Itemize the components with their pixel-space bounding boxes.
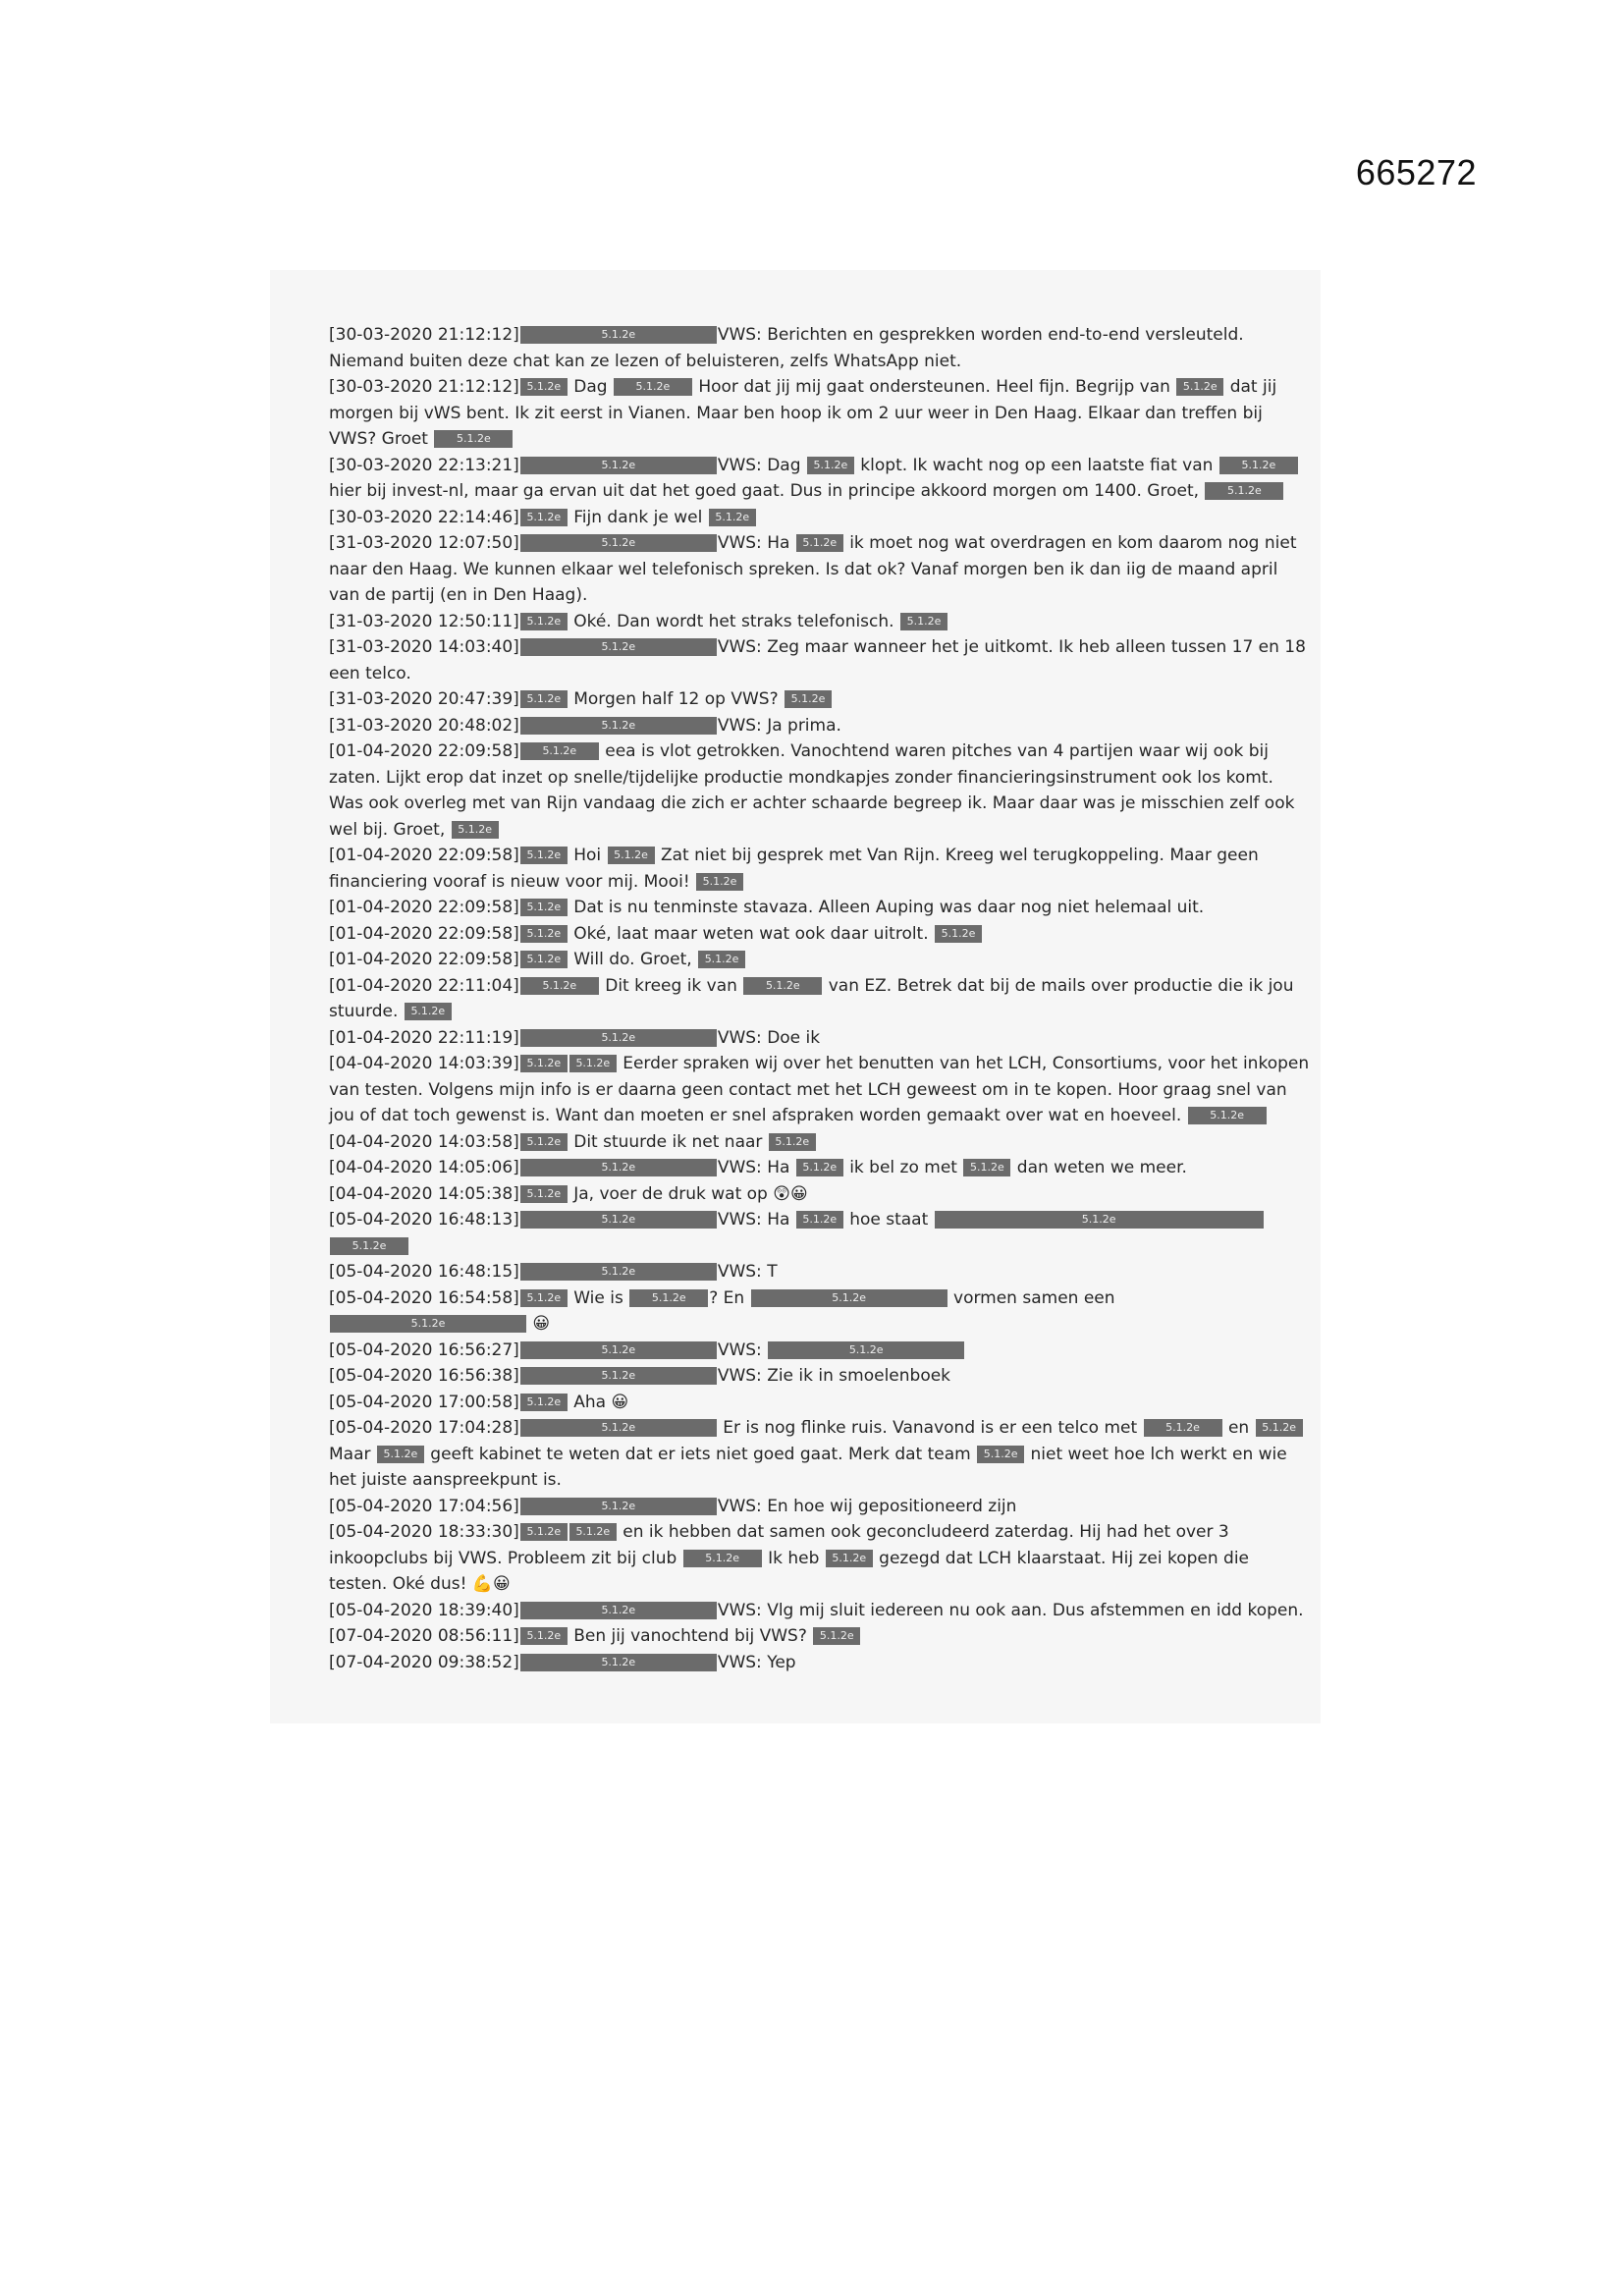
redaction-box: 5.1.2e	[698, 951, 745, 968]
redaction-box: 5.1.2e	[520, 899, 568, 916]
redaction-box: 5.1.2e	[520, 690, 568, 708]
redaction-box: 5.1.2e	[520, 1627, 568, 1645]
message-text: Hoor dat jij mij gaat ondersteunen. Heel fijn. Begrijp van	[692, 377, 1176, 397]
message-text: hoe staat	[843, 1210, 934, 1230]
message-timestamp: [05-04-2020 17:00:58]	[329, 1392, 519, 1412]
message-timestamp: [31-03-2020 20:48:02]	[329, 715, 519, 736]
chat-message	[329, 738, 1311, 843]
redaction-box: 5.1.2e	[796, 1159, 843, 1176]
message-timestamp: [31-03-2020 20:47:39]	[329, 689, 519, 709]
chat-message	[329, 947, 1311, 973]
message-text: VWS: Yep	[717, 1652, 796, 1672]
message-text: Fijn dank je wel	[568, 507, 708, 527]
redaction-box: 5.1.2e	[520, 847, 568, 864]
message-text: Will do. Groet,	[568, 950, 698, 969]
message-text: Ja, voer de druk wat op 😲😀	[568, 1183, 808, 1204]
message-timestamp: [04-04-2020 14:03:58]	[329, 1131, 519, 1152]
redaction-box: 5.1.2e	[900, 613, 947, 630]
redaction-box: 5.1.2e	[1256, 1419, 1303, 1437]
message-text: dat jij morgen bij vWS bent. Ik zit eerst in Vianen. Maar ben hoop ik om 2 uur weer in Den Haag. Elkaar dan treffen bij VWS? Groet	[329, 377, 1277, 449]
message-text: VWS: En hoe wij gepositioneerd zijn	[717, 1496, 1017, 1516]
message-text: niet weet hoe lch werkt en wie het juiste aanspreekpunt is.	[329, 1444, 1287, 1490]
redaction-box: 5.1.2e	[520, 1419, 717, 1437]
redaction-box: 5.1.2e	[813, 1627, 860, 1645]
redaction-box: 5.1.2e	[1219, 457, 1298, 474]
message-text: ik moet nog wat overdragen en kom daarom nog niet naar den Haag. We kunnen elkaar wel telefonisch spreken. Is dat ok? Vanaf morgen ben ik dan iig de maand april van de partij (en in Den Haag).	[329, 533, 1297, 605]
chat-message	[329, 1155, 1311, 1181]
redaction-box: 5.1.2e	[520, 1055, 568, 1072]
chat-log	[329, 322, 1311, 1675]
message-text: Dat is nu tenminste stavaza. Alleen Auping was daar nog niet helemaal uit.	[568, 898, 1205, 917]
message-timestamp: [31-03-2020 14:03:40]	[329, 637, 519, 657]
message-timestamp: [04-04-2020 14:03:39]	[329, 1054, 519, 1073]
chat-message	[329, 1623, 1311, 1650]
chat-message	[329, 1051, 1311, 1129]
message-timestamp: [05-04-2020 16:56:38]	[329, 1366, 519, 1386]
message-timestamp: [01-04-2020 22:09:58]	[329, 950, 519, 969]
message-timestamp: [07-04-2020 08:56:11]	[329, 1626, 519, 1646]
chat-message	[329, 505, 1311, 531]
message-text: Wie is	[568, 1287, 629, 1308]
message-timestamp: [01-04-2020 22:11:04]	[329, 975, 519, 996]
message-timestamp: [30-03-2020 21:12:12]	[329, 325, 519, 345]
redaction-box: 5.1.2e	[743, 977, 822, 995]
redaction-box: 5.1.2e	[709, 509, 756, 526]
chat-message	[329, 1390, 1311, 1416]
chat-message	[329, 713, 1311, 739]
message-timestamp: [01-04-2020 22:09:58]	[329, 741, 519, 761]
message-text: VWS: Ha	[717, 533, 795, 553]
chat-message	[329, 1207, 1311, 1259]
chat-message	[329, 453, 1311, 505]
message-timestamp: [04-04-2020 14:05:06]	[329, 1158, 519, 1177]
message-timestamp: [01-04-2020 22:11:19]	[329, 1027, 519, 1048]
message-timestamp: [05-04-2020 18:33:30]	[329, 1522, 519, 1542]
message-text: VWS: Ja prima.	[717, 715, 841, 736]
message-text: VWS: Ha	[717, 1158, 795, 1177]
message-text: van EZ. Betrek dat bij de mails over productie die ik jou stuurde.	[329, 975, 1294, 1021]
chat-message	[329, 1650, 1311, 1676]
redaction-box: 5.1.2e	[520, 925, 568, 943]
redaction-box: 5.1.2e	[768, 1341, 964, 1359]
redaction-box: 5.1.2e	[796, 534, 843, 552]
redaction-box: 5.1.2e	[520, 1185, 568, 1203]
message-timestamp: [07-04-2020 09:38:52]	[329, 1652, 519, 1672]
message-text: klopt. Ik wacht nog op een laatste fiat van	[854, 455, 1218, 475]
redaction-box: 5.1.2e	[520, 1341, 717, 1359]
redaction-box: 5.1.2e	[1188, 1107, 1267, 1124]
message-text: Ik heb	[762, 1548, 825, 1568]
redaction-box: 5.1.2e	[405, 1003, 452, 1020]
chat-message	[329, 1129, 1311, 1156]
redaction-box: 5.1.2e	[569, 1055, 617, 1072]
message-text: eea is vlot getrokken. Vanochtend waren pitches van 4 partijen waar wij ook bij zaten. Lijkt erop dat inzet op snelle/tijdelijke productie mondkapjes zonder financieringsinstrument ook los komt. Was ook overleg met van Rijn vandaag die zich er achter schaarde begreep ik. Maar daar was je misschien zelf ook wel bij. Groet,	[329, 741, 1295, 840]
chat-message	[329, 1259, 1311, 1285]
message-timestamp: [30-03-2020 22:13:21]	[329, 455, 519, 475]
redaction-box: 5.1.2e	[520, 378, 568, 396]
message-text: Oké, laat maar weten wat ook daar uitrolt.	[568, 923, 935, 944]
redaction-box: 5.1.2e	[751, 1289, 947, 1307]
message-text: VWS: Berichten en gesprekken worden end-to-end versleuteld. Niemand buiten deze chat kan ze lezen of beluisteren, zelfs WhatsApp niet.	[329, 325, 1244, 371]
message-text: Ben jij vanochtend bij VWS?	[568, 1626, 813, 1646]
redaction-box: 5.1.2e	[569, 1523, 617, 1541]
message-timestamp: [05-04-2020 18:39:40]	[329, 1600, 519, 1620]
message-text: VWS: Ha	[717, 1210, 795, 1230]
message-timestamp: [30-03-2020 21:12:12]	[329, 377, 519, 397]
message-text: Morgen half 12 op VWS?	[568, 689, 785, 709]
chat-message	[329, 686, 1311, 713]
redaction-box: 5.1.2e	[520, 1394, 568, 1411]
redaction-box: 5.1.2e	[935, 1211, 1264, 1229]
redaction-box: 5.1.2e	[826, 1550, 873, 1567]
message-text: Maar	[329, 1444, 376, 1464]
message-text: geeft kabinet te weten dat er iets niet goed gaat. Merk dat team	[424, 1444, 977, 1464]
redaction-box: 5.1.2e	[520, 1498, 717, 1515]
chat-message	[329, 1338, 1311, 1364]
message-timestamp: [05-04-2020 16:48:13]	[329, 1210, 519, 1230]
message-text: en ik hebben dat samen ook geconcludeerd zaterdag. Hij had het over 3 inkoopclubs bij VWS. Probleem zit bij club	[329, 1522, 1229, 1568]
chat-message	[329, 1598, 1311, 1624]
chat-message	[329, 1285, 1311, 1338]
redaction-box: 5.1.2e	[520, 742, 599, 760]
message-text: Hoi	[568, 846, 607, 865]
redaction-box: 5.1.2e	[796, 1211, 843, 1229]
redaction-box: 5.1.2e	[1205, 482, 1283, 500]
redaction-box: 5.1.2e	[696, 873, 743, 891]
message-text: en	[1222, 1418, 1255, 1438]
message-text: Zat niet bij gesprek met Van Rijn. Kreeg wel terugkoppeling. Maar geen financiering vooraf is nieuw voor mij. Mooi!	[329, 846, 1259, 892]
chat-message	[329, 1519, 1311, 1598]
redaction-box: 5.1.2e	[520, 509, 568, 526]
redaction-box: 5.1.2e	[520, 1029, 717, 1047]
redaction-box: 5.1.2e	[520, 977, 599, 995]
redaction-box: 5.1.2e	[977, 1446, 1024, 1463]
redaction-box: 5.1.2e	[520, 717, 717, 735]
message-text: VWS: Vlg mij sluit iedereen nu ook aan. Dus afstemmen en idd kopen.	[717, 1600, 1304, 1620]
chat-message	[329, 973, 1311, 1025]
redaction-box: 5.1.2e	[330, 1315, 526, 1333]
redaction-box: 5.1.2e	[614, 378, 692, 396]
message-text: dan weten we meer.	[1011, 1158, 1187, 1177]
redaction-box: 5.1.2e	[520, 326, 717, 344]
message-text: Er is nog flinke ruis. Vanavond is er een telco met	[717, 1418, 1143, 1438]
redaction-box: 5.1.2e	[520, 1367, 717, 1385]
redaction-box: 5.1.2e	[1176, 378, 1223, 396]
message-text: VWS: Dag	[717, 455, 806, 475]
message-timestamp: [05-04-2020 16:48:15]	[329, 1262, 519, 1282]
redaction-box: 5.1.2e	[520, 1263, 717, 1281]
redaction-box: 5.1.2e	[520, 951, 568, 968]
redaction-box: 5.1.2e	[629, 1289, 708, 1307]
message-text: vormen samen een	[947, 1287, 1115, 1308]
redaction-box: 5.1.2e	[935, 925, 982, 943]
chat-message	[329, 921, 1311, 948]
message-text: Oké. Dan wordt het straks telefonisch.	[568, 611, 899, 631]
redaction-box: 5.1.2e	[330, 1237, 408, 1255]
redaction-box: 5.1.2e	[963, 1159, 1010, 1176]
redaction-box: 5.1.2e	[520, 1654, 717, 1671]
message-timestamp: [30-03-2020 22:14:46]	[329, 507, 519, 527]
redaction-box: 5.1.2e	[683, 1550, 762, 1567]
message-text: hier bij invest-nl, maar ga ervan uit dat het goed gaat. Dus in principe akkoord morgen om 1400. Groet,	[329, 481, 1205, 501]
message-timestamp: [01-04-2020 22:09:58]	[329, 846, 519, 865]
redaction-box: 5.1.2e	[520, 534, 717, 552]
chat-message	[329, 843, 1311, 895]
redaction-box: 5.1.2e	[520, 457, 717, 474]
redaction-box: 5.1.2e	[452, 821, 499, 839]
redaction-box: 5.1.2e	[520, 638, 717, 656]
message-text: VWS: Zeg maar wanneer het je uitkomt. Ik heb alleen tussen 17 en 18 een telco.	[329, 637, 1306, 683]
redaction-box: 5.1.2e	[608, 847, 655, 864]
document-number: 665272	[1355, 152, 1477, 192]
message-text: gezegd dat LCH klaarstaat. Hij zei kopen die testen. Oké dus! 💪😀	[329, 1548, 1250, 1594]
message-timestamp: [05-04-2020 17:04:28]	[329, 1418, 519, 1438]
chat-message	[329, 1363, 1311, 1390]
redaction-box: 5.1.2e	[520, 1602, 717, 1619]
message-text: VWS: T	[717, 1262, 778, 1282]
message-timestamp: [05-04-2020 16:54:58]	[329, 1287, 519, 1308]
message-timestamp: [04-04-2020 14:05:38]	[329, 1183, 519, 1204]
redaction-box: 5.1.2e	[785, 690, 832, 708]
message-text: ik bel zo met	[843, 1158, 963, 1177]
chat-message	[329, 530, 1311, 609]
message-text: 😀	[527, 1314, 551, 1334]
message-text: Aha 😀	[568, 1392, 629, 1412]
chat-message	[329, 1181, 1311, 1208]
chat-message	[329, 322, 1311, 374]
chat-message	[329, 374, 1311, 453]
message-timestamp: [01-04-2020 22:09:58]	[329, 898, 519, 917]
redaction-box: 5.1.2e	[520, 613, 568, 630]
message-timestamp: [01-04-2020 22:09:58]	[329, 923, 519, 944]
message-text: Dit kreeg ik van	[599, 975, 743, 996]
redaction-box: 5.1.2e	[377, 1446, 424, 1463]
redaction-box: 5.1.2e	[520, 1523, 568, 1541]
message-text: ? En	[709, 1287, 750, 1308]
message-timestamp: [05-04-2020 16:56:27]	[329, 1339, 519, 1360]
chat-message	[329, 609, 1311, 635]
redaction-box: 5.1.2e	[434, 430, 513, 448]
chat-message	[329, 1025, 1311, 1052]
redaction-box: 5.1.2e	[807, 457, 854, 474]
redaction-box: 5.1.2e	[520, 1159, 717, 1176]
message-timestamp: [31-03-2020 12:50:11]	[329, 611, 519, 631]
chat-message	[329, 1415, 1311, 1494]
redaction-box: 5.1.2e	[520, 1133, 568, 1151]
message-timestamp: [05-04-2020 17:04:56]	[329, 1496, 519, 1516]
message-text: Eerder spraken wij over het benutten van het LCH, Consortiums, voor het inkopen van testen. Volgens mijn info is er daarna geen contact met het LCH geweest om in te kopen. Hoor graag snel van jou of dat toch gewenst is. Want dan moeten er snel afspraken worden gemaakt over wat en hoeveel.	[329, 1054, 1310, 1125]
redaction-box: 5.1.2e	[1144, 1419, 1222, 1437]
message-text: VWS: Zie ik in smoelenboek	[717, 1366, 951, 1386]
message-timestamp: [31-03-2020 12:07:50]	[329, 533, 519, 553]
redaction-box: 5.1.2e	[769, 1133, 816, 1151]
chat-message	[329, 634, 1311, 686]
chat-message	[329, 895, 1311, 921]
redaction-box: 5.1.2e	[520, 1211, 717, 1229]
message-text: VWS:	[717, 1339, 768, 1360]
redaction-box: 5.1.2e	[520, 1289, 568, 1307]
message-text: VWS: Doe ik	[717, 1027, 821, 1048]
message-text: Dag	[568, 377, 613, 397]
message-text: Dit stuurde ik net naar	[568, 1131, 768, 1152]
chat-message	[329, 1494, 1311, 1520]
